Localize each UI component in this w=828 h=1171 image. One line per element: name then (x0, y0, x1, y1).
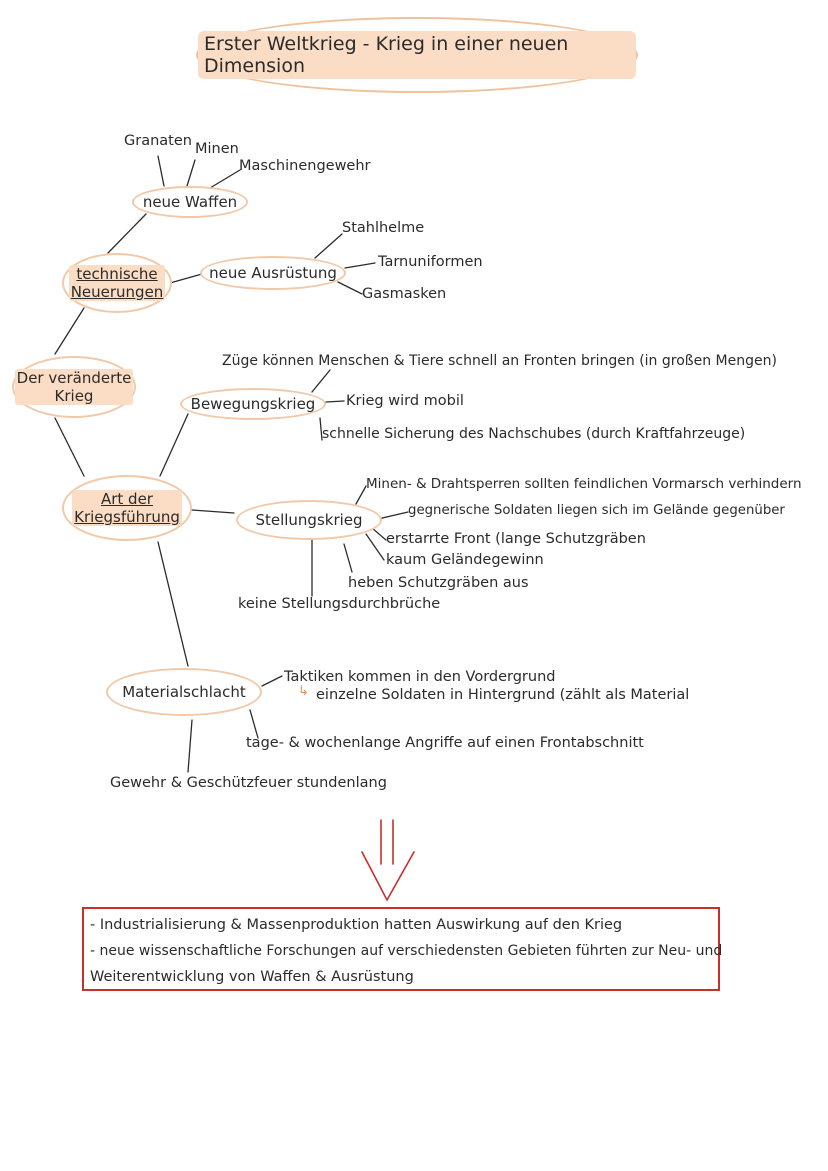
node-technische-neuerungen: technische Neuerungen (62, 253, 172, 313)
item-minen: Minen (195, 141, 239, 157)
item-gasmasken: Gasmasken (362, 286, 447, 302)
item-durchbrueche: keine Stellungsdurchbrüche (238, 596, 441, 612)
item-granaten: Granaten (124, 133, 192, 149)
summary-line: - Industrialisierung & Massenproduktion hatten Auswirkung auf den Krieg (90, 917, 623, 933)
item-geschuetzfeuer: Gewehr & Geschützfeuer stundenlang (110, 775, 387, 791)
item-stahlhelme: Stahlhelme (342, 220, 425, 236)
item-schutzgraeben: heben Schutzgräben aus (348, 575, 529, 591)
item-nachschub: schnelle Sicherung des Nachschubes (durch Kraftfahrzeuge) (322, 426, 746, 442)
item-taktiken: Taktiken kommen in den Vordergrund (284, 669, 556, 685)
item-angriffe: tage- & wochenlange Angriffe auf einen Frontabschnitt (246, 735, 644, 751)
page-title: Erster Weltkrieg - Krieg in einer neuen Dimension (196, 17, 638, 93)
summary-line: - neue wissenschaftliche Forschungen auf verschiedensten Gebieten führten zur Neu- und (90, 943, 723, 959)
item-erstarrte-front: erstarrte Front (lange Schutzgräben (386, 531, 646, 547)
item-zuege: Züge können Menschen & Tiere schnell an Fronten bringen (in großen Mengen) (222, 353, 777, 369)
summary-box (82, 907, 723, 991)
node-neue-waffen: neue Waffen (132, 186, 248, 218)
node-kriegsfuehrung: Art der Kriegsführung (62, 475, 192, 541)
item-sperren: Minen- & Drahtsperren sollten feindlichen Vormarsch verhindern (366, 476, 802, 492)
node-stellungskrieg: Stellungskrieg (236, 500, 382, 540)
item-gelaendegewinn: kaum Geländegewinn (386, 552, 544, 568)
item-krieg-mobil: Krieg wird mobil (346, 393, 464, 409)
item-tarnuniformen: Tarnuniformen (378, 254, 483, 270)
item-einzelne-soldaten: einzelne Soldaten in Hintergrund (zählt als Material (316, 687, 690, 703)
sub-arrow-icon: ↳ (298, 684, 309, 699)
node-root: Der veränderte Krieg (12, 356, 136, 418)
node-bewegungskrieg: Bewegungskrieg (180, 388, 326, 420)
item-gegnerische-soldaten: gegnerische Soldaten liegen sich im Gelände gegenüber (408, 503, 785, 518)
summary-line: Weiterentwicklung von Waffen & Ausrüstung (90, 969, 414, 985)
node-neue-ausruestung: neue Ausrüstung (200, 256, 346, 290)
node-materialschlacht: Materialschlacht (106, 668, 262, 716)
down-arrow-icon (362, 820, 414, 900)
item-maschinengewehr: Maschinengewehr (239, 158, 371, 174)
